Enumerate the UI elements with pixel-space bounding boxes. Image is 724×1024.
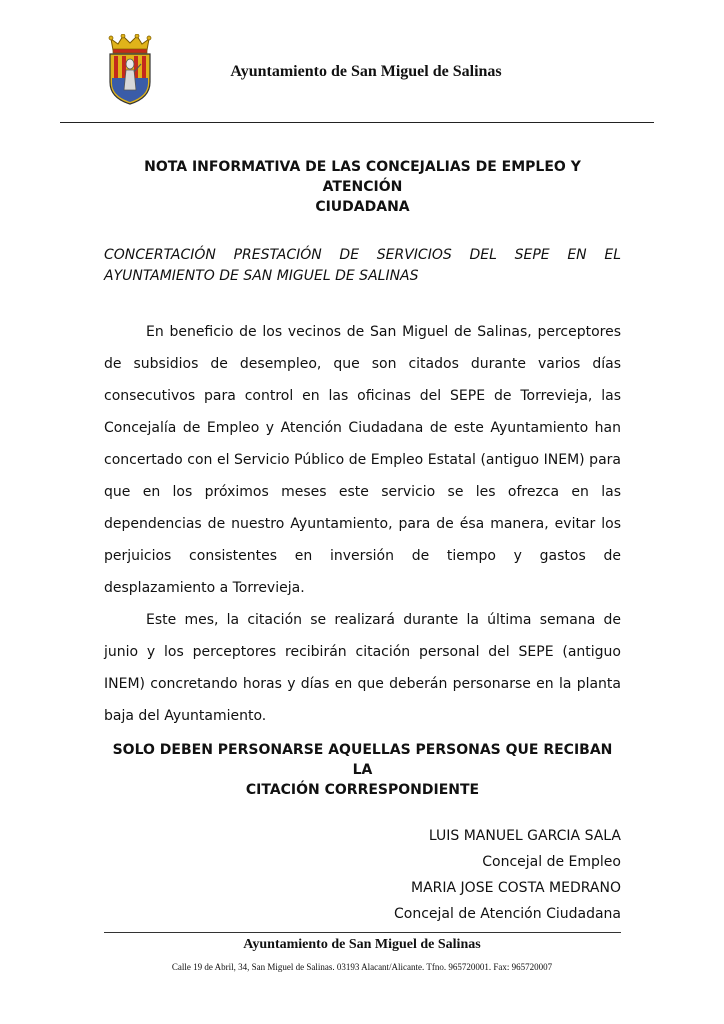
footer-title: Ayuntamiento de San Miguel de Salinas bbox=[243, 937, 481, 952]
emphasis-notice bbox=[104, 740, 621, 800]
notice-heading-line-2: CIUDADANA bbox=[315, 199, 410, 215]
notice-subject-line-1: CONCERTACIÓN PRESTACIÓN DE SERVICIOS DEL SEPE EN EL bbox=[104, 247, 621, 263]
signature-block bbox=[300, 823, 621, 927]
notice-heading-line-1: NOTA INFORMATIVA DE LAS CONCEJALIAS DE EMPLEO Y ATENCIÓN bbox=[144, 159, 581, 195]
signatory-role: Concejal de Empleo bbox=[482, 854, 621, 870]
emphasis-line-2: CITACIÓN CORRESPONDIENTE bbox=[245, 782, 480, 798]
footer-address: Calle 19 de Abril, 34, San Miguel de Salinas. 03193 Alacant/Alicante. Tfno. 965720001. Fax: 965720007 bbox=[171, 962, 553, 972]
signatory-name: LUIS MANUEL GARCIA SALA bbox=[428, 828, 621, 844]
header-divider bbox=[60, 122, 654, 123]
paragraph-2: Este mes, la citación se realizará durante la última semana de junio y los perceptores recibirán citación personal del SEPE (antiguo INEM) concretando horas y días en que deberán personarse en la planta baja del Ayuntamiento. bbox=[104, 612, 621, 724]
paragraph-1: En beneficio de los vecinos de San Miguel de Salinas, perceptores de subsidios de desempleo, que son citados durante varios días consecutivos para control en las oficinas del SEPE de Torrevieja, las Concejalía de Empleo y Atención Ciudadana de este Ayuntamiento han concertado con el Servicio Público de Empleo Estatal (antiguo INEM) para que en los próximos meses este servicio se les ofrezca en las dependencias de nuestro Ayuntamiento, para de ésa manera, evitar los perjuicios consistentes en inversión de tiempo y gastos de desplazamiento a Torrevieja. bbox=[104, 324, 621, 596]
coat-of-arms-icon bbox=[105, 34, 155, 106]
signatory-name: MARIA JOSE COSTA MEDRANO bbox=[411, 880, 621, 896]
signatory-role: Concejal de Atención Ciudadana bbox=[394, 906, 621, 922]
header-title: Ayuntamiento de San Miguel de Salinas bbox=[230, 63, 502, 80]
notice-heading bbox=[104, 157, 621, 217]
emphasis-line-1: SOLO DEBEN PERSONARSE AQUELLAS PERSONAS QUE RECIBAN LA bbox=[112, 742, 613, 778]
notice-subject bbox=[104, 245, 621, 287]
notice-subject-line-2: AYUNTAMIENTO DE SAN MIGUEL DE SALINAS bbox=[104, 268, 419, 284]
footer-divider bbox=[104, 932, 621, 933]
